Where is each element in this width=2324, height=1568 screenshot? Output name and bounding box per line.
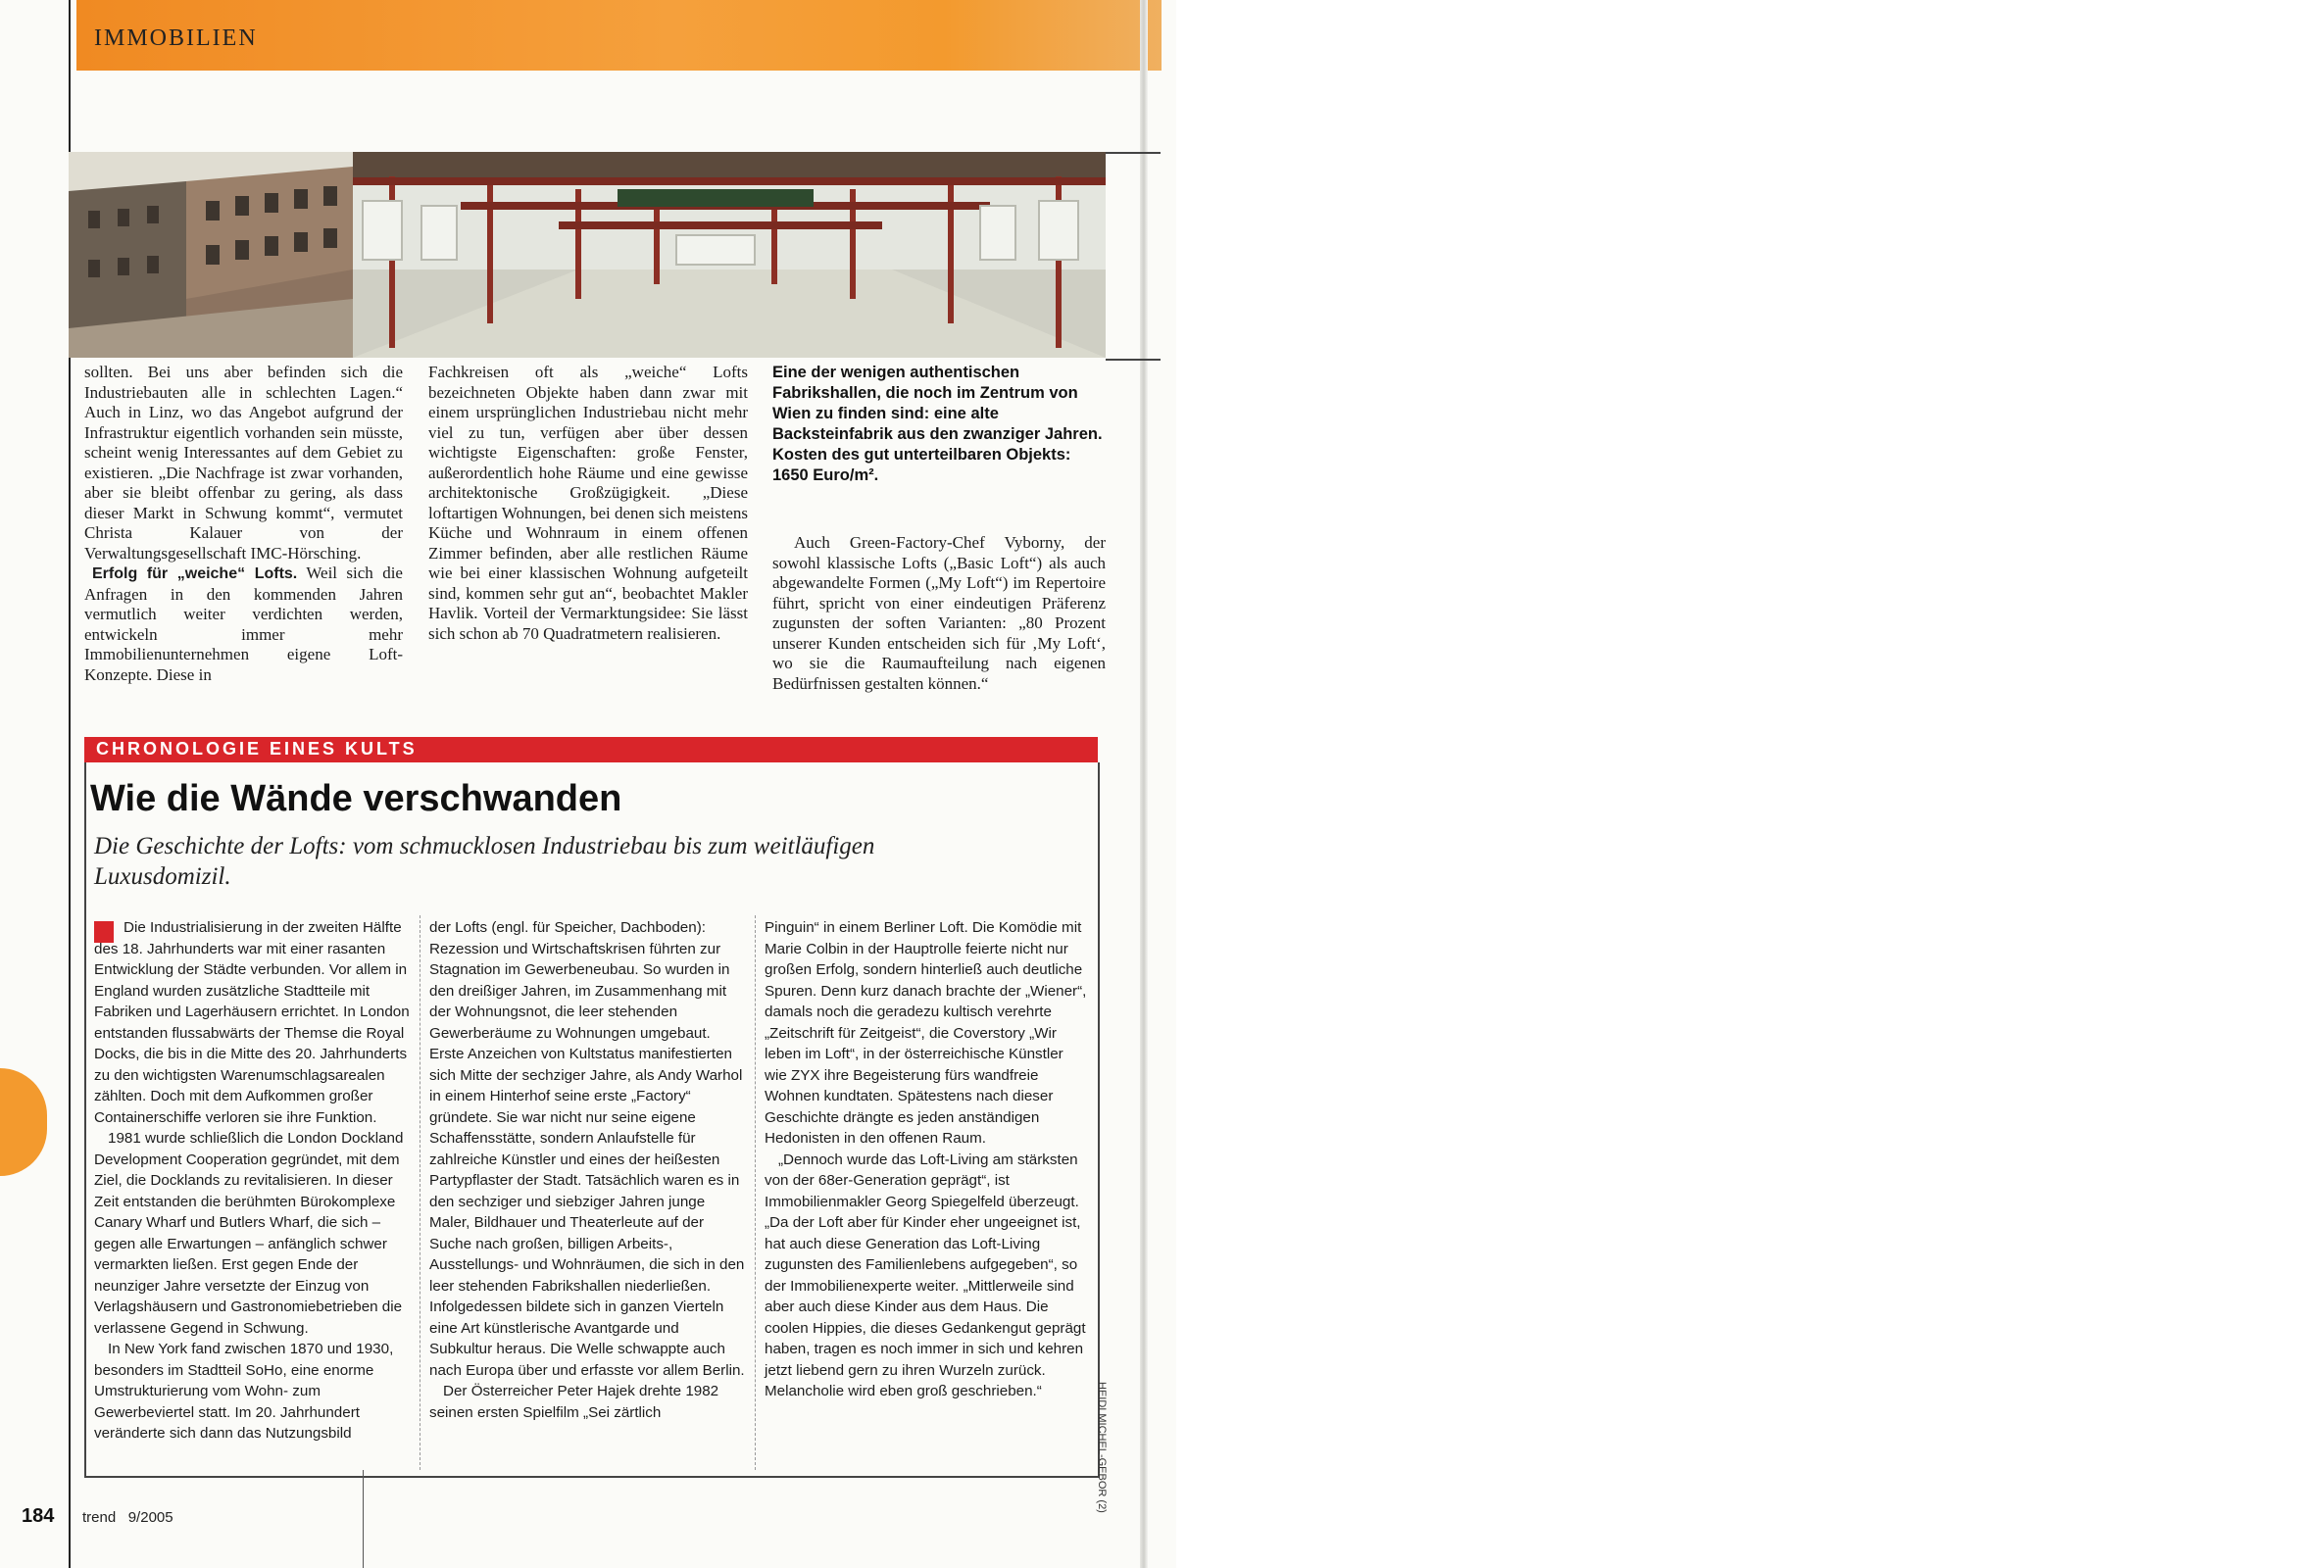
section-label: IMMOBILIEN (94, 25, 258, 51)
article-col3-text: Auch Green-Factory-Chef Vyborny, der sowohl klassische Lofts („Basic Loft“) als auch abgewandelte Formen („My Loft“) im Repertoire führt, spricht von einer eindeutigen Präferenz zugunsten der soften Varianten: „80 Prozent unserer Kunden entscheiden sich für ‚My Loft‘, wo sie die Raumaufteilung nach eigenen Bedürfnissen gestalten können.“ (772, 533, 1106, 693)
box-column-3 (765, 917, 1088, 1402)
box-col1-para-2: 1981 wurde schließlich die London Dockland Development Cooperation gegründet, mit dem Ziel, die Docklands zu revitalisieren. In dieser Zeit entstanden die berühmten Bürokomplexe Canary Wharf und Butlers Wharf, die sich – gegen alle Erwartungen – anfänglich schwer vermarkten ließen. Erst gegen Ende der neunziger Jahre versetzte der Einzug von Verlagshäusern und Gastronomiebetrieben die verlassene Gegend in Schwung. (94, 1130, 404, 1337)
caption-divider-rule (1106, 359, 1161, 361)
box-headline: Wie die Wände verschwanden (90, 778, 622, 819)
photo-credit: HEIDI MICHEL-GEBOR (2) (1096, 1382, 1108, 1513)
box-column-2 (429, 917, 745, 1423)
box-kicker: CHRONOLOGIE EINES KULTS (96, 739, 418, 759)
subhead-weiche-lofts: Erfolg für „weiche“ Lofts. (92, 565, 298, 582)
article-column-2 (428, 363, 748, 644)
article-col1-subsection-text: Weil sich die Anfragen in den kommenden Jahren vermutlich weiter verdichten werden, entwickeln immer mehr Immobilienunternehmen eigene Loft-Konzepte. Diese in (84, 564, 403, 684)
box-col1-para-1: Die Industrialisierung in der zweiten Hälfte des 18. Jahrhunderts war mit einer rasanten Entwicklung der Städte verbunden. Vor allem in England wurden zusätzliche Stadtteile mit Fabriken und Lagerhäusern errichtet. In London entstanden flussabwärts der Themse die Royal Docks, die bis in die Mitte des 20. Jahrhunderts zu den wichtigsten Warenumschlagsarealen zählten. Doch mit dem Aufkommen großer Containerschiffe verloren sie ihre Funktion. (94, 919, 410, 1126)
page-number: 184 (22, 1505, 55, 1527)
article-column-3 (772, 533, 1106, 694)
box-deck: Die Geschichte der Lofts: vom schmucklosen Industriebau bis zum weitläufigen Luxusdomizil. (94, 833, 875, 890)
article-column-1 (84, 363, 403, 685)
box-col2-para-1: der Lofts (engl. für Speicher, Dachboden): Rezession und Wirtschaftskrisen führten zur Stagnation im Gewerbeneubau. So wurden in den dreißiger Jahren, im Zusammenhang mit der Wohnungsnot, die leer stehenden Gewerberäume zu Wohnungen umgebaut. Erste Anzeichen von Kultstatus manifestierten sich Mitte der sechziger Jahre, als Andy Warhol in einem Hinterhof seine erste „Factory“ gründete. Sie war nicht nur seine eigene Schaffensstätte, sondern Anlaufstelle für zahlreiche Künstler und eines der heißesten Partypflaster der Stadt. Tatsächlich waren es in den sechziger und siebziger Jahren junge Maler, Bildhauer und Theaterleute auf der Suche nach großen, billigen Arbeits-, Ausstellungs- und Wohnräumen, die sich in den leer stehenden Fabrikshallen niederließen. Infolgedessen bildete sich in ganzen Vierteln eine Art künstlerische Avantgarde und Subkultur heraus. Die Welle schwappte auch nach Europa über und erfasste vor allem Berlin. (429, 919, 745, 1379)
box-column-1 (94, 917, 410, 1445)
page-edge-shadow (1140, 0, 1148, 1568)
box-col3-para-2: „Dennoch wurde das Loft-Living am stärksten von der 68er-Generation geprägt“, ist Immobilienmakler Georg Spiegelfeld überzeugt. „Da der Loft aber für Kinder eher ungeeignet ist, hat auch diese Generation das Loft-Living zugunsten des Familienlebens aufgegeben“, so der Immobilienexperte weiter. „Mittlerweile sind aber auch diese Kinder aus dem Haus. Die coolen Hippies, die dieses Gedankengut geprägt haben, tragen es noch immer in sich und kehren jetzt liebend gern zu ihren Wurzeln zurück. Melancholie wird eben groß geschrieben.“ (765, 1151, 1086, 1399)
photo-caption: Eine der wenigen authentischen Fabrikshallen, die noch im Zentrum von Wien zu finden sind: eine alte Backsteinfabrik aus den zwanziger Jahren. Kosten des gut unterteilbaren Objekts: 1650 Euro/m². (772, 364, 1103, 484)
box-col3-para-1: Pinguin“ in einem Berliner Loft. Die Komödie mit Marie Colbin in der Hauptrolle feierte nicht nur großen Erfolg, sondern hinterließ auch deutliche Spuren. Denn kurz danach brachte der „Wiener“, damals noch die geradezu kultisch verehrte „Zeitschrift für Zeitgeist“, die Coverstory „Wir leben im Loft“, in der österreichische Künstler wie ZYX ihre Begeisterung fürs wandfreie Wohnen kundtaten. Spätestens nach dieser Geschichte drängte es jeden anständigen Hedonisten in den offenen Raum. (765, 919, 1087, 1147)
magazine-folio (82, 1509, 173, 1526)
box-col2-para-2: Der Österreicher Peter Hajek drehte 1982 seinen ersten Spielfilm „Sei zärtlich (429, 1383, 719, 1421)
column-divider (755, 915, 756, 1470)
orange-page-tab (0, 1068, 47, 1176)
caption-top-rule (1106, 152, 1161, 154)
article-col2-text: Fachkreisen oft als „weiche“ Lofts bezeichneten Objekte haben dann zwar mit einem ursprünglichen Industriebau nicht mehr viel zu tun, verfügen aber über dessen wichtigste Eigenschaften: große Fenster, außerordentlich hohe Räume und eine gewisse architektonische Großzügigkeit. „Diese loftartigen Wohnungen, bei denen sich meistens Küche und Wohnraum in einem offenen Zimmer befinden, aber alle restlichen Räume wie bei einer klassischen Wohnung aufgeteilt sind, kommen sehr gut an“, beobachtet Makler Havlik. Vorteil der Vermarktungsidee: Sie lässt sich schon ab 70 Quadratmetern realisieren. (428, 363, 748, 643)
article-col1-subsection (84, 564, 403, 685)
magazine-name: trend (82, 1509, 117, 1526)
box-col1-para-3: In New York fand zwischen 1870 und 1930, besonders im Stadtteil SoHo, eine enorme Umstrukturierung vom Wohn- zum Gewerbeviertel statt. Im 20. Jahrhundert veränderte sich dann das Nutzungsbild (94, 1341, 394, 1442)
issue-number: 9/2005 (127, 1509, 173, 1526)
loft-hall-photo (69, 152, 1106, 358)
fold-line (363, 1470, 364, 1568)
article-col1-text: sollten. Bei uns aber befinden sich die Industriebauten alle in schlechten Lagen.“ Auch in Linz, wo das Angebot aufgrund der Infrastruktur eigentlich vorhanden sein müsste, scheint wenig Interessantes auf dem Gebiet zu existieren. „Die Nachfrage ist zwar vorhanden, aber sie bleibt offenbar zu gering, als dass dieser Markt in Schwung kommt“, vermutet Christa Kalauer von der Verwaltungsgesellschaft IMC-Hörsching. (84, 363, 403, 563)
